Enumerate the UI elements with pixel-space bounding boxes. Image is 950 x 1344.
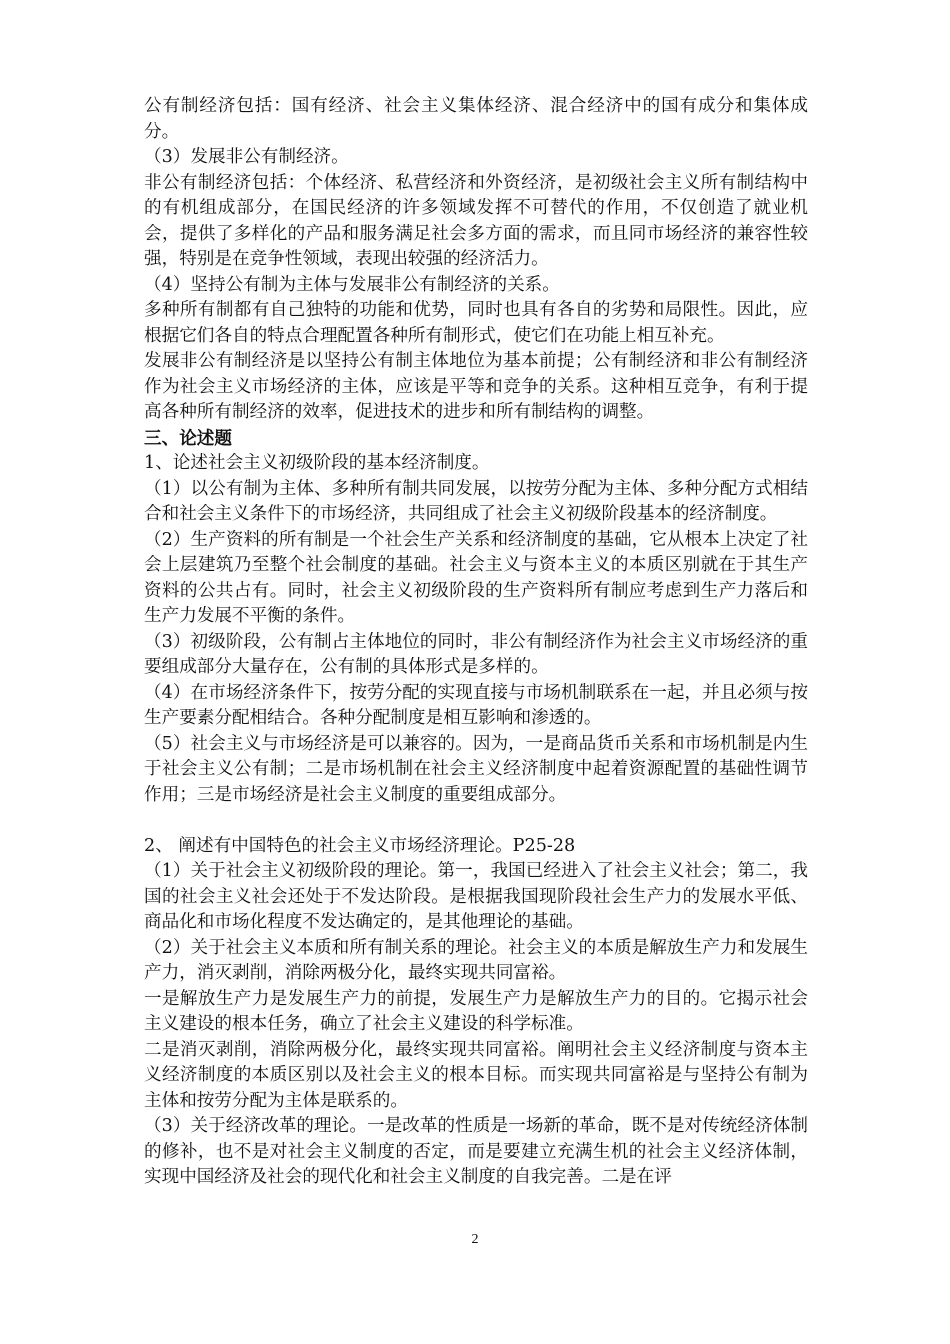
question-1-point-4: （4）在市场经济条件下，按劳分配的实现直接与市场机制联系在一起，并且必须与按生产要素分配相结合。各种分配制度是相互影响和渗透的。 (144, 682, 808, 728)
question-2-point-1: （1）关于社会主义初级阶段的理论。第一，我国已经进入了社会主义社会；第二，我国的社会主义社会还处于不发达阶段。是根据我国现阶段社会生产力的发展水平低、商品化和市场化程度不发达确定的，是其他理论的基础。 (144, 861, 808, 932)
paragraph-public-ownership-definition: 公有制经济包括：国有经济、社会主义集体经济、混合经济中的国有成分和集体成分。 (144, 96, 808, 142)
question-1-title: 1、论述社会主义初级阶段的基本经济制度。 (144, 453, 490, 473)
question-2-point-2-part-1: 一是解放生产力是发展生产力的前提，发展生产力是解放生产力的目的。它揭示社会主义建设的根本任务，确立了社会主义建设的科学标准。 (144, 988, 808, 1034)
section-heading-essay-questions: 三、论述题 (144, 427, 232, 449)
question-1-point-5: （5）社会主义与市场经济是可以兼容的。因为，一是商品货币关系和市场机制是内生于社会主义公有制；二是市场机制在社会主义经济制度中起着资源配置的基础性调节作用；三是市场经济是社会主义制度的重要组成部分。 (144, 733, 808, 805)
paragraph-item-3-heading: （3）发展非公有制经济。 (144, 147, 349, 167)
question-2-point-2: （2）关于社会主义本质和所有制关系的理论。社会主义的本质是解放生产力和发展生产力，消灭剥削，消除两极分化，最终实现共同富裕。 (144, 937, 808, 983)
question-2-point-3: （3）关于经济改革的理论。一是改革的性质是一场新的革命，既不是对传统经济体制的修补，也不是对社会主义制度的否定，而是要建立充满生机的社会主义经济体制，实现中国经济及社会的现代化和社会主义制度的自我完善。二是在评 (144, 1116, 808, 1187)
question-2-point-2-part-2: 二是消灭剥削，消除两极分化，最终实现共同富裕。阐明社会主义经济制度与资本主义经济制度的本质区别以及社会主义的根本目标。而实现共同富裕是与坚持公有制为主体和按劳分配为主体是联系的。 (144, 1039, 808, 1111)
document-body (144, 94, 808, 1191)
paragraph-non-public-ownership-definition: 非公有制经济包括：个体经济、私营经济和外资经济，是初级社会主义所有制结构中的有机组成部分，在国民经济的许多领域发挥不可替代的作用，不仅创造了就业机会，提供了多样化的产品和服务满足社会多方面的需求，而且同市场经济的兼容性较强，特别是在竞争性领域，表现出较强的经济活力。 (144, 172, 808, 269)
paragraph-item-4-heading: （4）坚持公有制为主体与发展非公有制经济的关系。 (144, 274, 560, 295)
paragraph-ownership-functions: 多种所有制都有自己独特的功能和优势，同时也具有各自的劣势和局限性。因此，应根据它们各自的特点合理配置各种所有制形式，使它们在功能上相互补充。 (144, 300, 808, 346)
question-1-point-1: （1）以公有制为主体、多种所有制共同发展，以按劳分配为主体、多种分配方式相结合和社会主义条件下的市场经济，共同组成了社会主义初级阶段基本的经济制度。 (144, 478, 808, 524)
question-1-point-3: （3）初级阶段，公有制占主体地位的同时，非公有制经济作为社会主义市场经济的重要组成部分大量存在，公有制的具体形式是多样的。 (144, 631, 808, 677)
blank-line (144, 808, 808, 834)
question-2-title: 2、 阐述有中国特色的社会主义市场经济理论。P25-28 (144, 835, 576, 856)
question-1-point-2: （2）生产资料的所有制是一个社会生产关系和经济制度的基础，它从根本上决定了社会上层建筑乃至整个社会制度的基础。社会主义与资本主义的本质区别就在于其生产资料的公共占有。同时，社会主义初级阶段的生产资料所有制应考虑到生产力落后和生产力发展不平衡的条件。 (144, 529, 808, 626)
page-number: 2 (471, 1232, 479, 1247)
paragraph-competition-relation: 发展非公有制经济是以坚持公有制主体地位为基本前提；公有制经济和非公有制经济作为社会主义市场经济的主体，应该是平等和竞争的关系。这种相互竞争，有利于提高各种所有制经济的效率，促进技术的进步和所有制结构的调整。 (144, 351, 808, 422)
